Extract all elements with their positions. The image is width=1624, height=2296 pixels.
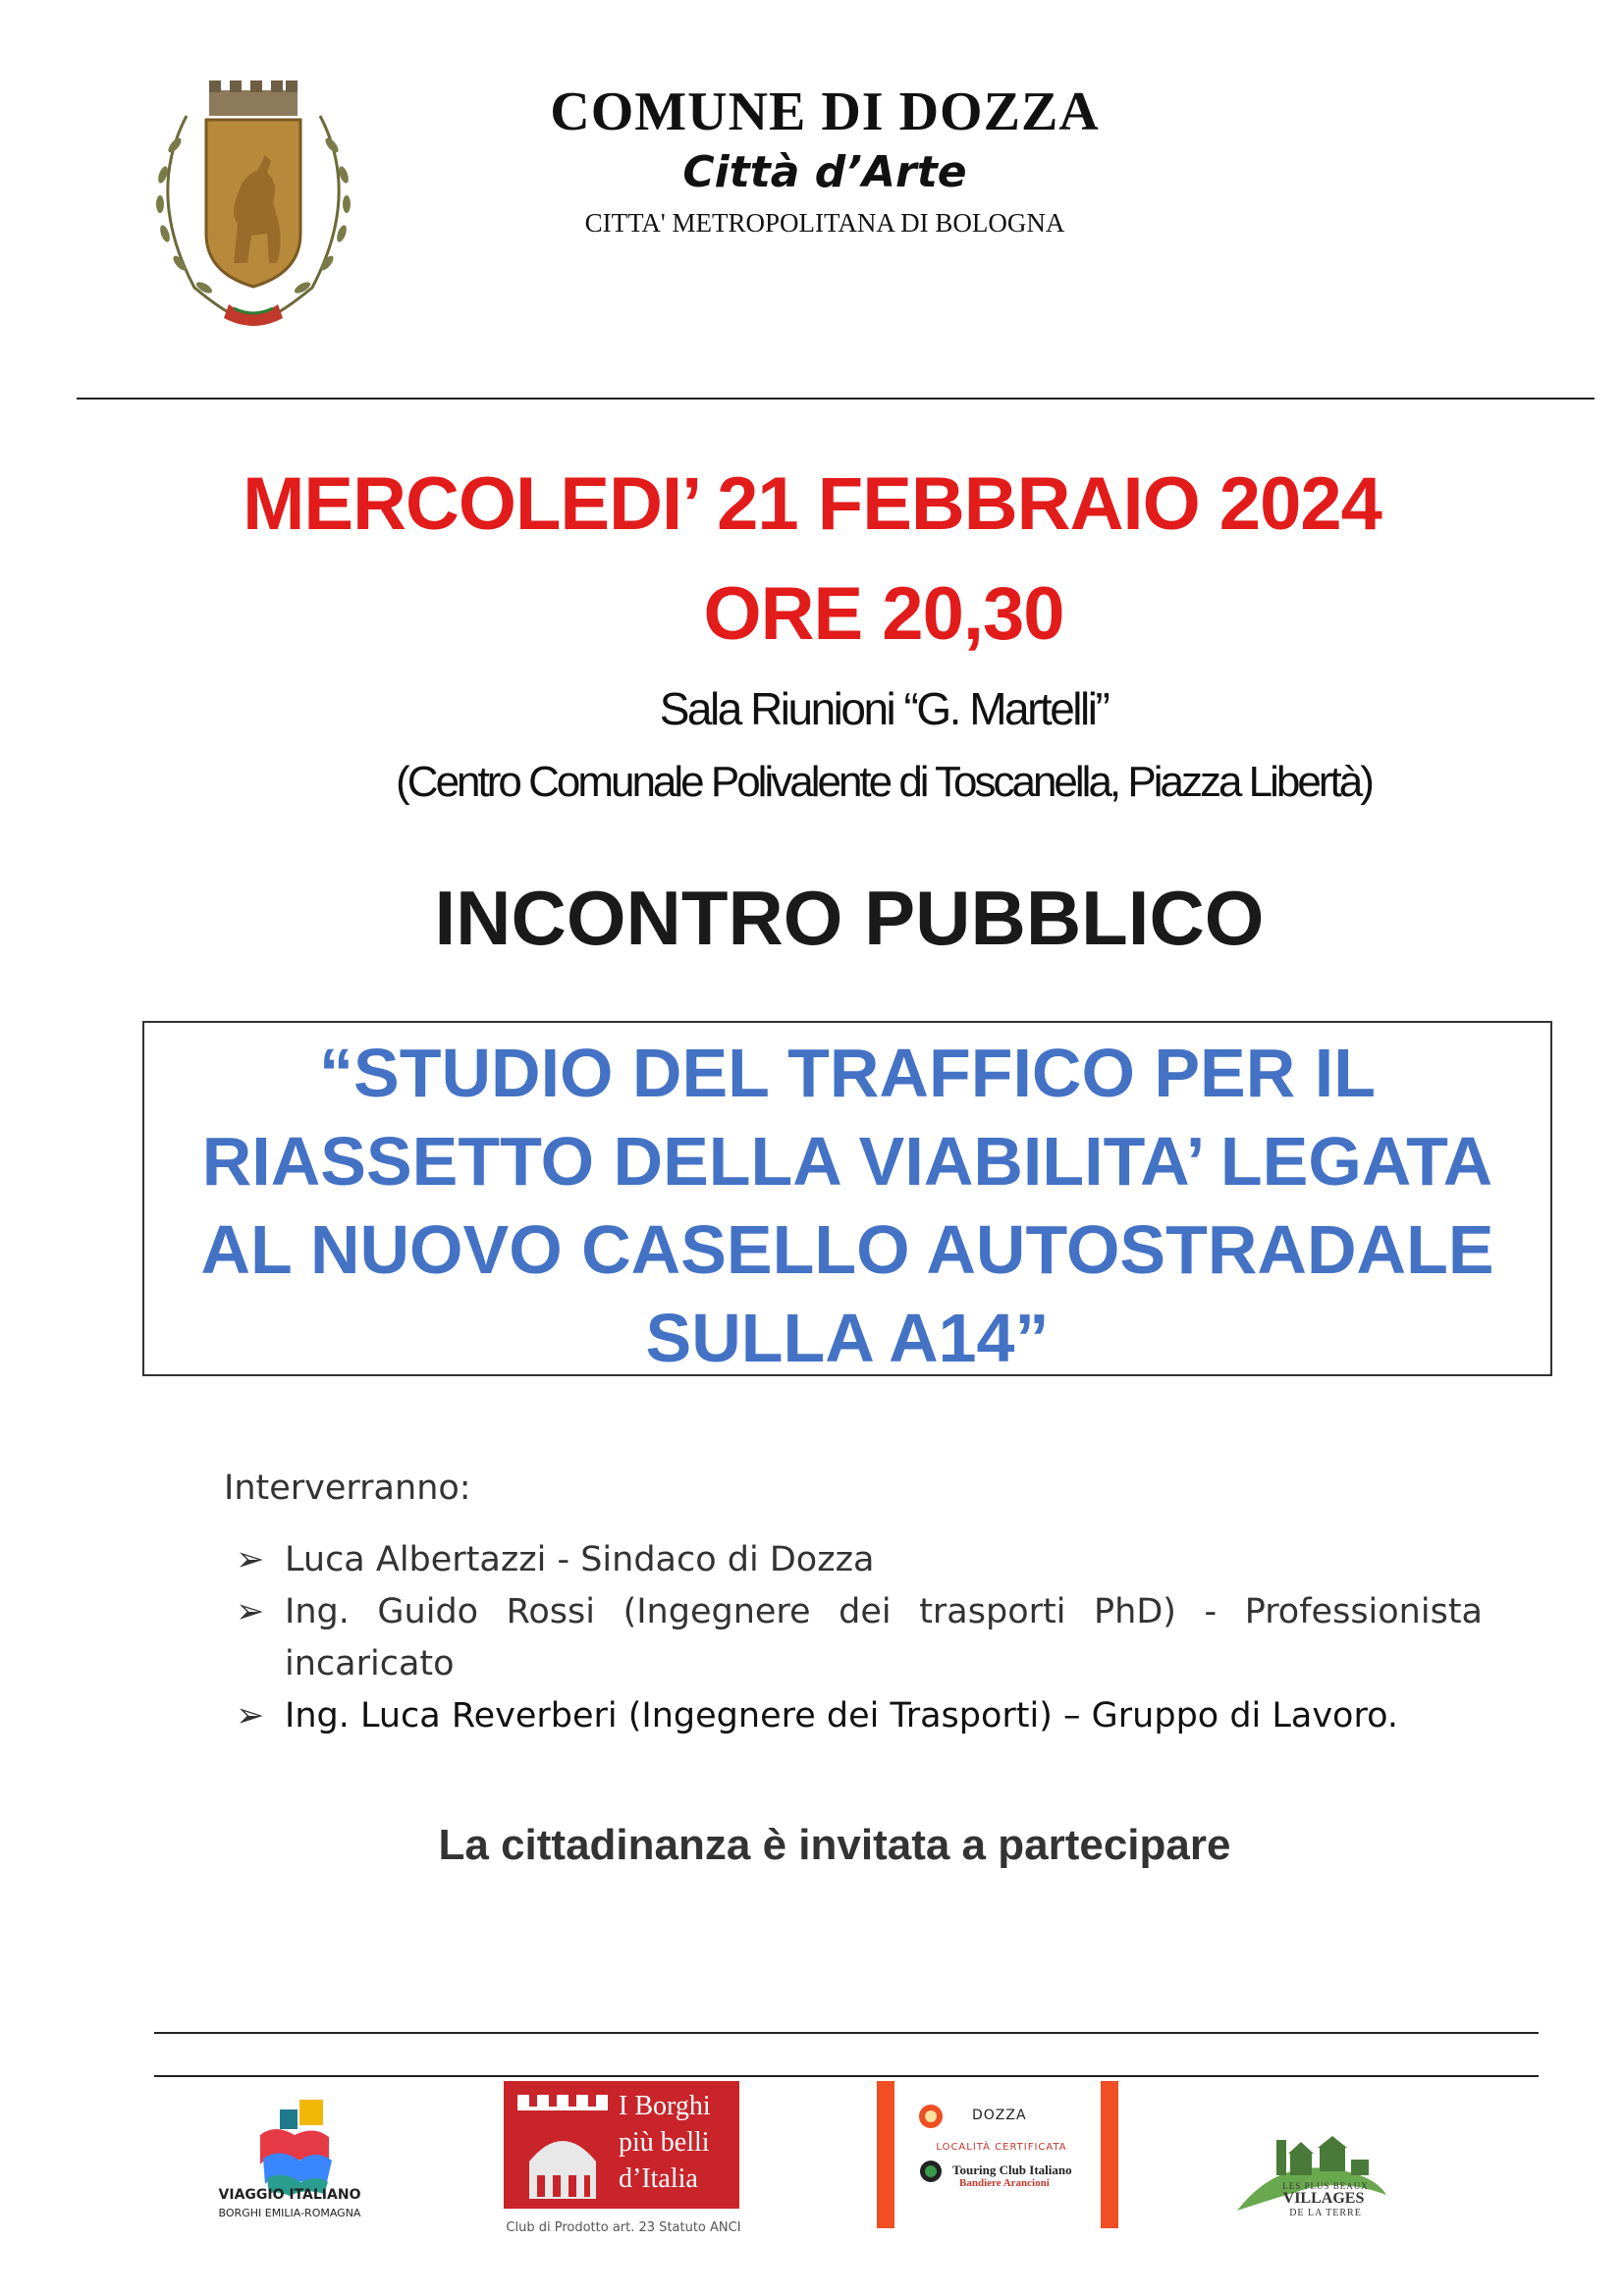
event-time: ORE 20,30 (703, 572, 1064, 656)
municipality-title: COMUNE DI DOZZA (550, 81, 1100, 142)
bullet-arrow-icon: ➢ (236, 1540, 265, 1579)
header-divider (77, 398, 1595, 400)
metropolitan-city: CITTA' METROPOLITANA DI BOLOGNA (584, 208, 1065, 238)
event-title (157, 1029, 1538, 1382)
tci-certification: LOCALITÀ CERTIFICATA (936, 2142, 1067, 2153)
event-type: INCONTRO PUBBLICO (434, 875, 1265, 961)
borghi-line: più belli (619, 2127, 710, 2158)
viaggio-italiano-name: VIAGGIO ITALIANO (218, 2187, 361, 2203)
pbv-line: DE LA TERRE (1289, 2208, 1362, 2218)
speakers-label: Interverranno: (224, 1468, 471, 1508)
speaker-text-continuation: incaricato (285, 1644, 455, 1683)
tci-place: DOZZA (972, 2108, 1027, 2123)
invitation-text: La cittadinanza è invitata a partecipare (438, 1821, 1231, 1869)
borghi-line: I Borghi (619, 2091, 711, 2121)
pbv-line: VILLAGES (1282, 2190, 1365, 2207)
tci-bar (1101, 2081, 1118, 2228)
event-title-line: SULLA A14” (645, 1300, 1050, 1376)
footer-divider (154, 2075, 1539, 2077)
coat-of-arms-icon (135, 77, 371, 328)
viaggio-italiano-subtitle: BORGHI EMILIA-ROMAGNA (218, 2207, 361, 2219)
borghi-belli-name (619, 2088, 741, 2197)
event-title-line: RIASSETTO DELLA VIABILITA’ LEGATA (201, 1123, 1493, 1200)
pbv-line: LES PLUS BEAUX (1282, 2181, 1369, 2191)
event-title-line: AL NUOVO CASELLO AUTOSTRADALE (200, 1211, 1494, 1288)
speaker-text: Ing. Luca Reverberi (Ingegnere dei Trasporti) – Gruppo di Lavoro. (285, 1696, 1399, 1735)
borghi-tower-icon (504, 2081, 617, 2209)
borghi-line: d’Italia (619, 2163, 698, 2194)
speaker-item (236, 1534, 1483, 1586)
bullet-arrow-icon: ➢ (236, 1592, 265, 1631)
borghi-caption: Club di Prodotto art. 23 Statuto ANCI (506, 2220, 741, 2235)
event-address: (Centro Comunale Polivalente di Toscanella, Piazza Libertà) (396, 758, 1372, 806)
tci-club-name: Touring Club Italiano (952, 2163, 1072, 2177)
bullet-arrow-icon: ➢ (236, 1696, 265, 1735)
event-date: MERCOLEDI’ 21 FEBBRAIO 2024 (243, 462, 1381, 546)
speaker-text: Luca Albertazzi - Sindaco di Dozza (285, 1540, 875, 1579)
event-venue: Sala Riunioni “G. Martelli” (659, 683, 1109, 734)
municipality-subtitle: Città d’Arte (682, 147, 967, 197)
speaker-item (236, 1690, 1483, 1742)
tci-flag-label: Bandiere Arancioni (959, 2177, 1050, 2189)
event-title-line: “STUDIO DEL TRAFFICO PER IL (319, 1035, 1376, 1111)
speaker-text: Ing. Guido Rossi (Ingegnere dei trasporti PhD) - Professionista (285, 1592, 1483, 1631)
footer-divider (154, 2032, 1539, 2034)
viaggio-italiano-logo-icon (206, 2096, 373, 2223)
tci-bar (877, 2081, 894, 2228)
